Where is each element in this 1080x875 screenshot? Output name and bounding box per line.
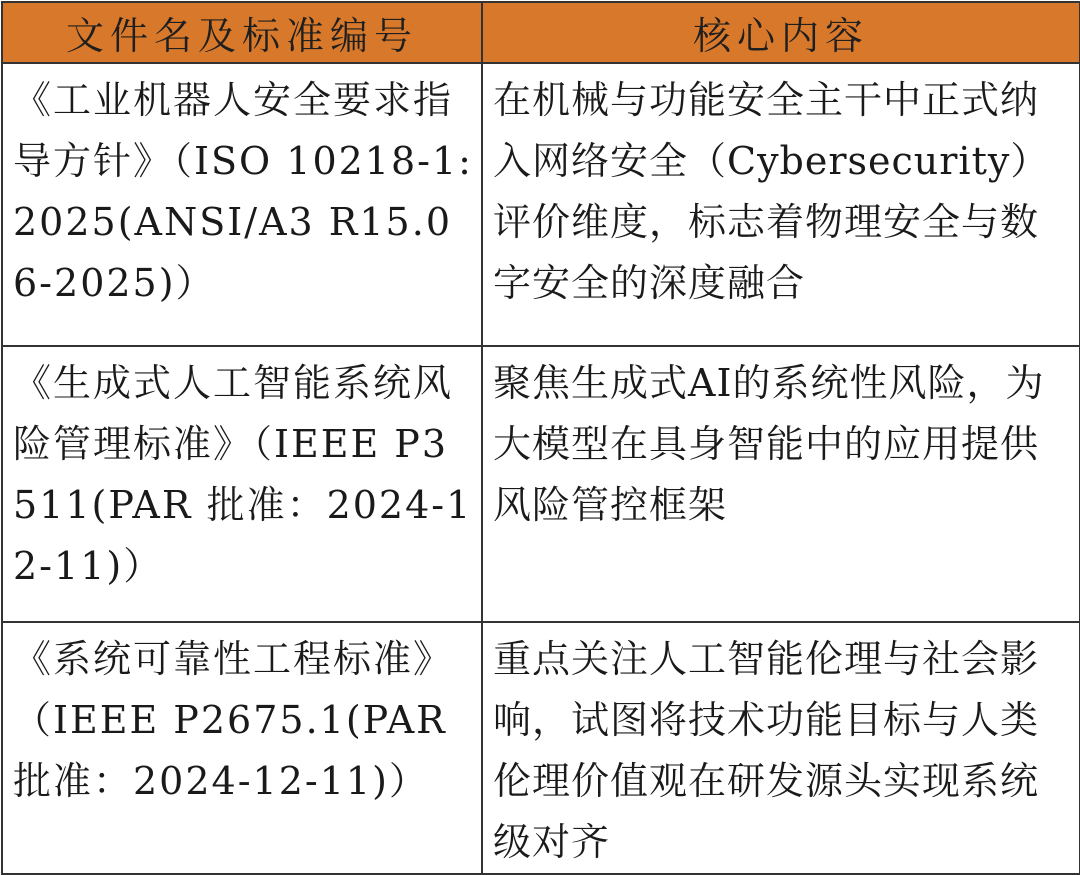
table-body bbox=[2, 63, 1080, 874]
standards-table bbox=[1, 1, 1080, 875]
table-header bbox=[2, 2, 1080, 63]
document-cell: 《工业机器人安全要求指导方针》（ISO 10218-1:2025(ANSI/A3 R15.06-2025)） bbox=[2, 63, 482, 346]
table-row bbox=[2, 63, 1080, 346]
header-row bbox=[2, 2, 1080, 63]
content-cell: 重点关注人工智能伦理与社会影响，试图将技术功能目标与人类伦理价值观在研发源头实现系统级对齐 bbox=[482, 622, 1080, 874]
document-cell: 《生成式人工智能系统风险管理标准》（IEEE P3511(PAR 批准：2024-12-11)） bbox=[2, 346, 482, 622]
table-row bbox=[2, 346, 1080, 622]
content-cell: 在机械与功能安全主干中正式纳入网络安全（Cybersecurity）评价维度，标志着物理安全与数字安全的深度融合 bbox=[482, 63, 1080, 346]
table-row bbox=[2, 622, 1080, 874]
header-core-content: 核心内容 bbox=[482, 2, 1080, 63]
header-document-name: 文件名及标准编号 bbox=[2, 2, 482, 63]
content-cell: 聚焦生成式AI的系统性风险，为大模型在具身智能中的应用提供风险管控框架 bbox=[482, 346, 1080, 622]
document-cell: 《系统可靠性工程标准》（IEEE P2675.1(PAR 批准：2024-12-11)） bbox=[2, 622, 482, 874]
